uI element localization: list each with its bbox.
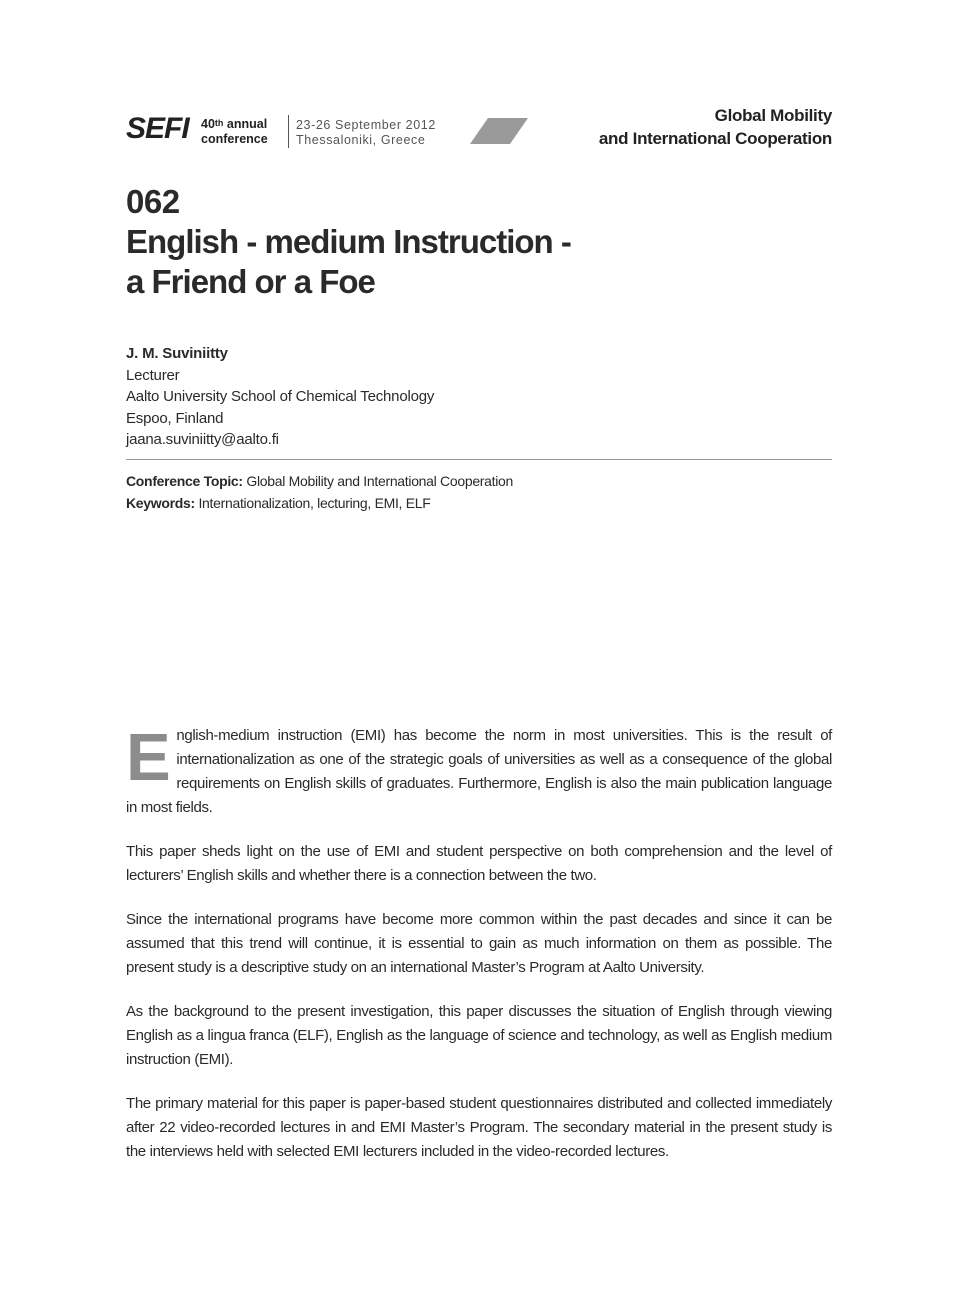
track-title: [599, 104, 832, 150]
author-email: jaana.suviniitty@aalto.fi: [126, 431, 279, 448]
conference-topic: [126, 471, 513, 493]
keywords: [126, 493, 513, 515]
author-affiliation: Aalto University School of Chemical Technology: [126, 388, 435, 405]
section-divider: [126, 459, 832, 460]
paper-meta: [126, 471, 513, 514]
conference-edition-line2: conference: [201, 132, 268, 146]
body-paragraph-3: Since the international programs have become more common within the past decades and since it can be assumed that this trend will continue, it is essential to gain as much information on them as possible. The present study is a descriptive study on an international Master’s Program at Aalto University.: [126, 911, 832, 976]
conference-date-range: 23-26 September 2012: [296, 118, 436, 132]
decorative-parallelogram-icon: [470, 118, 528, 144]
author-location: Espoo, Finland: [126, 409, 224, 427]
conference-edition-line1: 40th annual: [201, 117, 268, 131]
keywords-label: Keywords:: [126, 494, 195, 511]
header-divider: [288, 115, 289, 148]
conference-location: Thessaloniki, Greece: [296, 133, 426, 147]
conference-dates: [296, 118, 436, 148]
body-paragraph-5: The primary material for this paper is paper-based student questionnaires distributed and collected immediately after 22 video-recorded lectures in and EMI Master’s Program. The secondary material in the present study is the interviews held with selected EMI lecturers included in the video-recorded lectures.: [126, 1095, 832, 1160]
abstract-body: [126, 720, 832, 1184]
drop-cap: E: [126, 720, 171, 795]
body-paragraph-4: As the background to the present investigation, this paper discusses the situation of English through viewing English as a lingua franca (ELF), English as the language of science and technology, as well as English medium instruction (EMI).: [126, 1003, 832, 1068]
track-title-line2: and International Cooperation: [598, 129, 832, 148]
paper-title: [126, 222, 686, 302]
page-header: [126, 100, 832, 160]
track-title-line1: Global Mobility: [714, 106, 832, 125]
paper-number: 062: [126, 183, 180, 220]
author-role: Lecturer: [126, 366, 180, 384]
author-block: [126, 343, 434, 451]
conference-topic-label: Conference Topic:: [126, 473, 243, 489]
keywords-value: Internationalization, lecturing, EMI, ELF: [194, 494, 431, 511]
conference-edition: [201, 116, 268, 147]
author-name: J. M. Suviniitty: [126, 345, 228, 362]
sefi-logo: SEFI: [126, 112, 189, 145]
conference-topic-value: Global Mobility and International Cooperation: [242, 473, 514, 489]
body-paragraph-1: English-medium instruction (EMI) has become the norm in most universities. This is the result of internationalization as one of the strategic goals of universities as well as a consequence of the global requirements on English skills of graduates. Furthermore, English is also the main publication language in most fields.: [126, 720, 832, 816]
paper-title-line1: English - medium Instruction -: [126, 223, 571, 260]
paper-title-line2: a Friend or a Foe: [126, 263, 375, 300]
body-paragraph-2: This paper sheds light on the use of EMI and student perspective on both comprehension and the level of lecturers’ English skills and whether there is a connection between the two.: [126, 843, 832, 884]
